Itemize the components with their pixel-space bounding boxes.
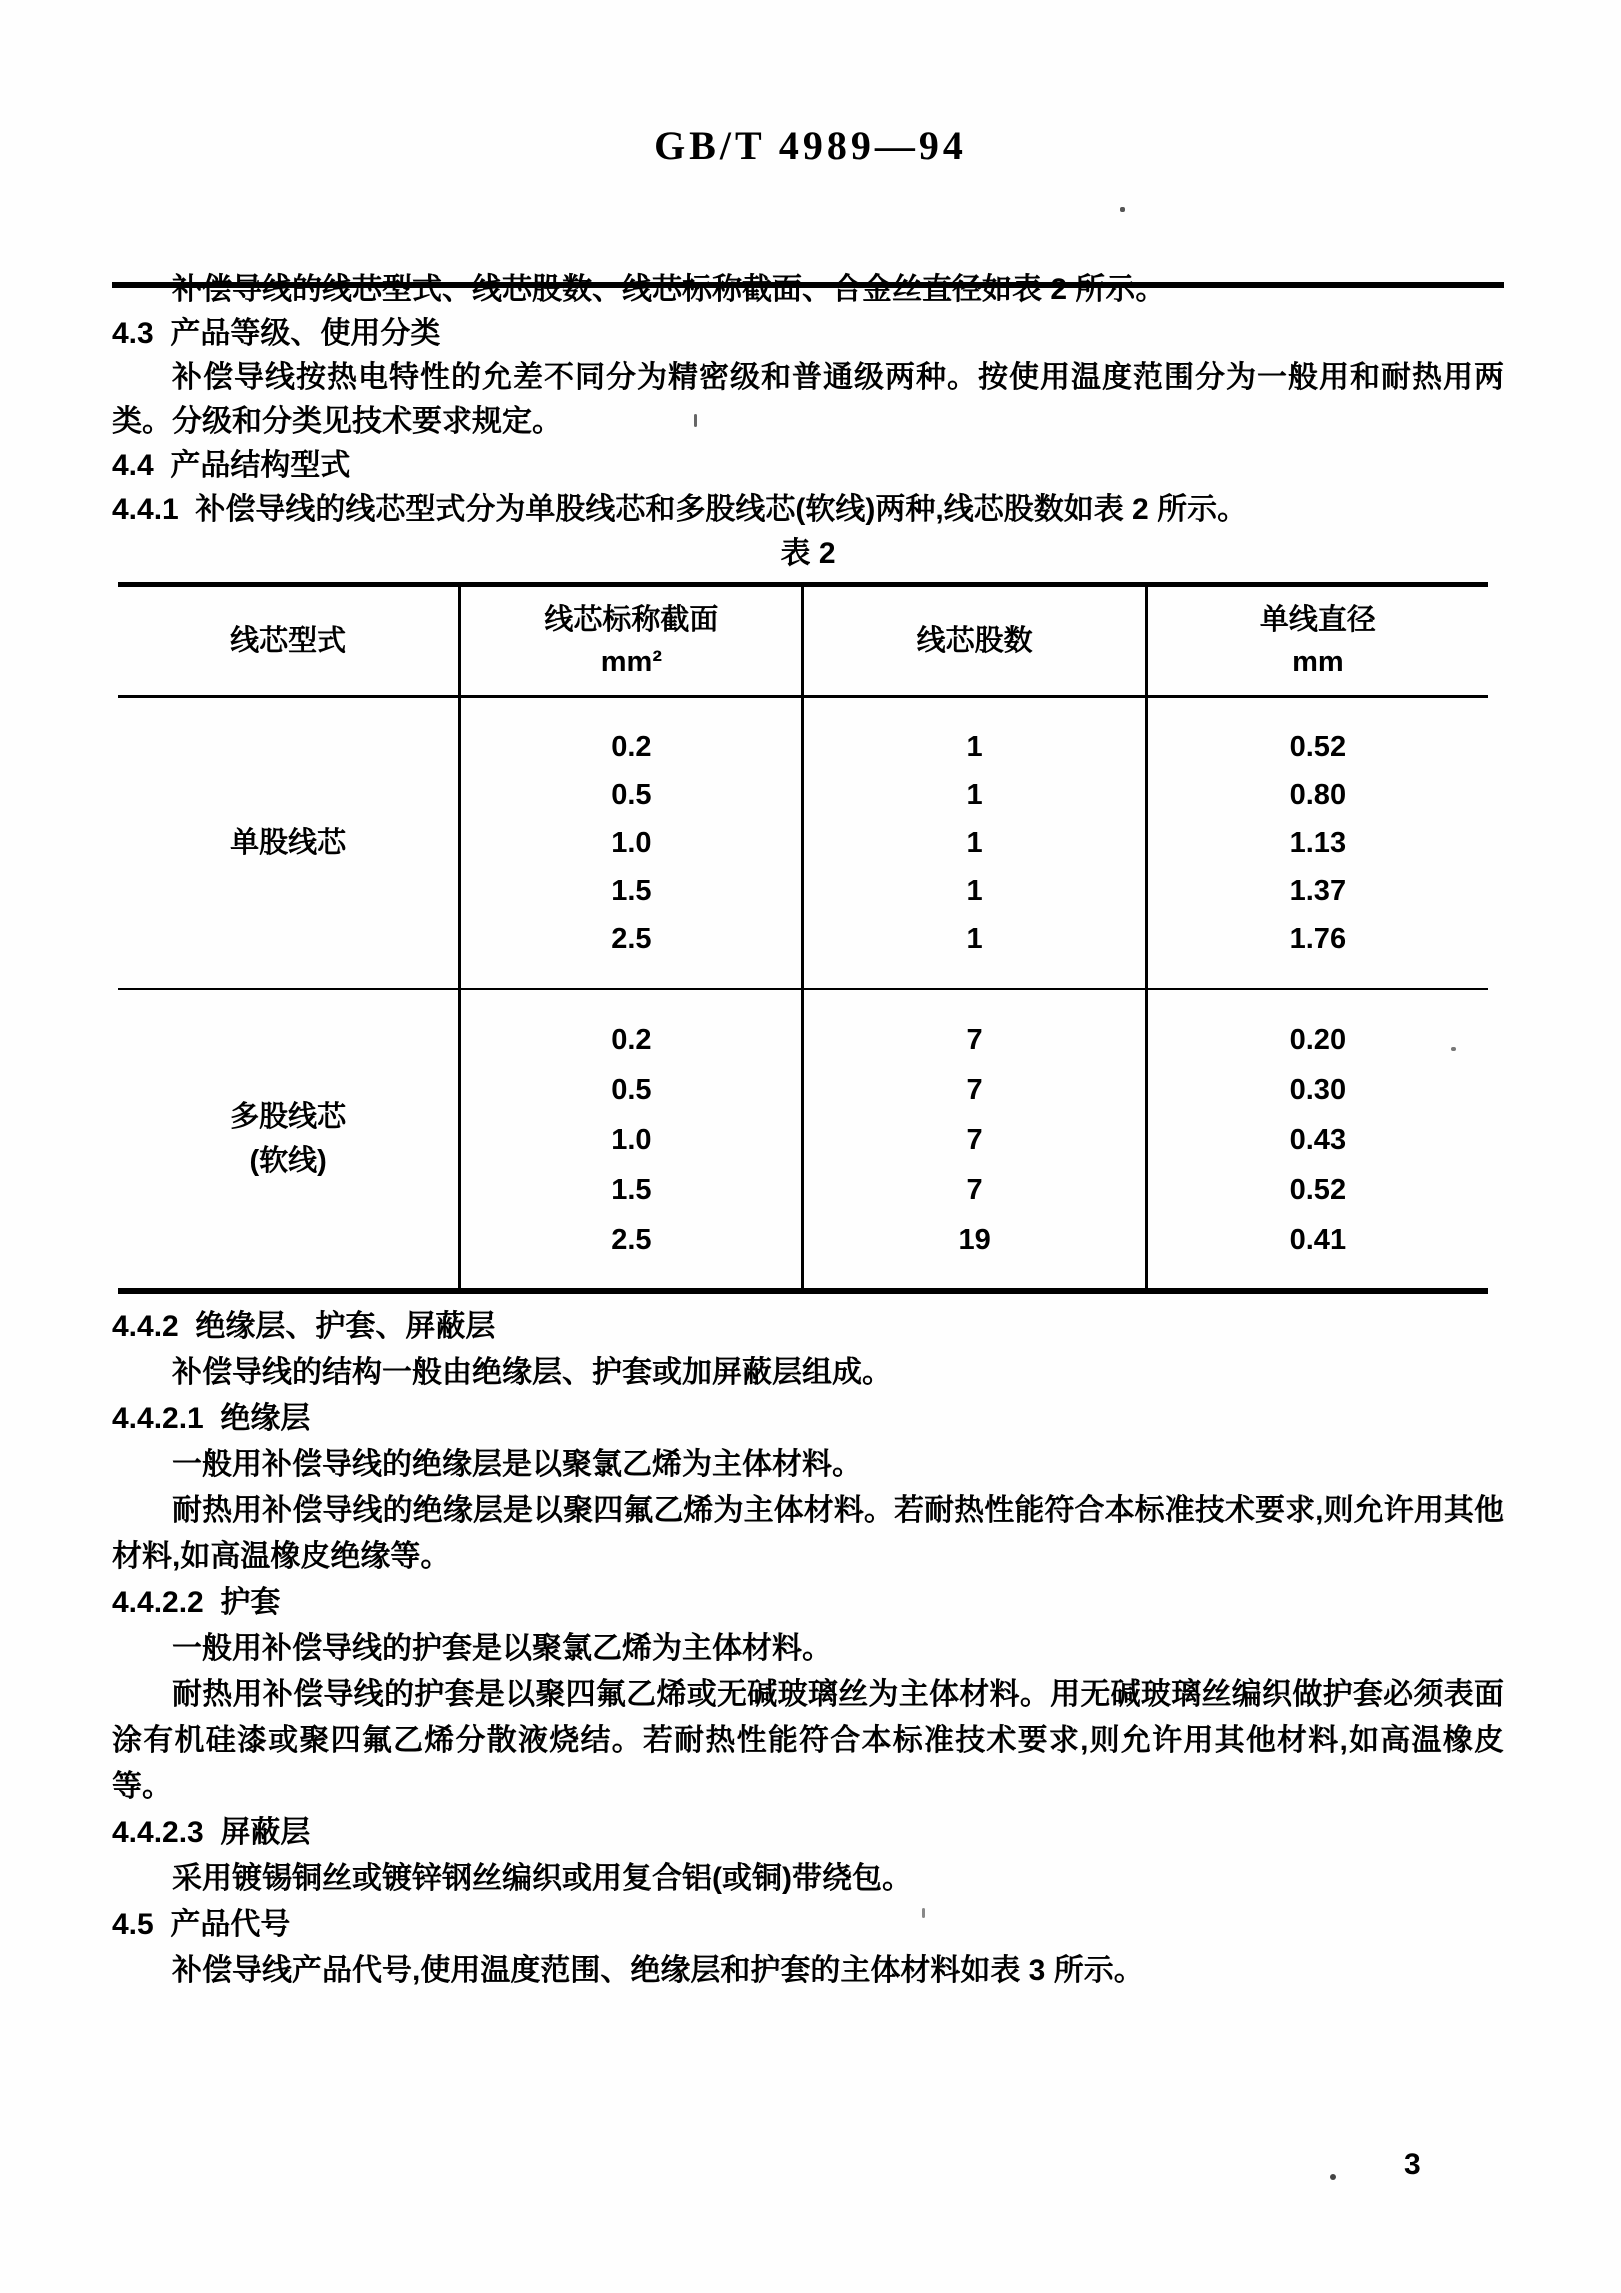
- table-cell: [1146, 963, 1488, 989]
- heading-4-4-2-2: 4.4.2.2 护套: [112, 1585, 281, 1619]
- table-cell: [460, 697, 803, 723]
- heading-4-4-1: 4.4.1 补偿导线的线芯型式分为单股线芯和多股线芯(软线)两种,线芯股数如表 2 所示。: [112, 493, 1248, 526]
- column-header-nominal-section: [460, 585, 803, 697]
- table-cell: 0.30: [1146, 1065, 1488, 1115]
- scan-artifact: [1330, 2174, 1336, 2180]
- paragraph-core-types: 补偿导线的线芯型式、线芯股数、线芯标称截面、合金丝直径如表 2 所示。: [172, 273, 1166, 306]
- table-cell: 2.5: [460, 915, 803, 963]
- table-cell: 0.80: [1146, 771, 1488, 819]
- table-cell: 7: [803, 1165, 1146, 1215]
- table-cell: 1: [803, 819, 1146, 867]
- table-cell: [1146, 989, 1488, 1015]
- table-cell: 1.0: [460, 1115, 803, 1165]
- table-cell: 0.2: [460, 1015, 803, 1065]
- table-cell: 0.5: [460, 771, 803, 819]
- table-cell: 0.2: [460, 723, 803, 771]
- table-cell: 1.76: [1146, 915, 1488, 963]
- table-row: [118, 697, 1488, 723]
- column-title: 单线直径: [1259, 604, 1376, 636]
- table-cell: 7: [803, 1115, 1146, 1165]
- scan-artifact: [694, 414, 697, 427]
- paragraph-sheath-general: 一般用补偿导线的护套是以聚氯乙烯为主体材料。: [172, 1631, 832, 1665]
- table-cell: 0.52: [1146, 723, 1488, 771]
- lower-sections: [112, 1304, 1504, 1994]
- column-title: 线芯标称截面: [544, 604, 719, 636]
- table-cell: 7: [803, 1065, 1146, 1115]
- column-unit: mm²: [600, 646, 662, 678]
- table-cell: 19: [803, 1215, 1146, 1265]
- table-cell: 1.5: [460, 1165, 803, 1215]
- table-cell: [1146, 1265, 1488, 1291]
- group-label-multi-strand: [118, 989, 460, 1291]
- paragraph-grades: 补偿导线按热电特性的允差不同分为精密级和普通级两种。按使用温度范围分为一般用和耐热用两类。分级和分类见技术要求规定。: [112, 361, 1504, 438]
- table-cell: 0.5: [460, 1065, 803, 1115]
- column-title: 线芯型式: [230, 625, 347, 657]
- page-number: 3: [1404, 2148, 1421, 2181]
- table-cell: [460, 963, 803, 989]
- heading-4-4-2-1: 4.4.2.1 绝缘层: [112, 1401, 311, 1435]
- table-cell: 1.0: [460, 819, 803, 867]
- table-cell: 1: [803, 867, 1146, 915]
- table-cell: [1146, 697, 1488, 723]
- table-cell: 0.41: [1146, 1215, 1488, 1265]
- group-label-line: 单股线芯: [230, 826, 347, 859]
- table-cell: 0.52: [1146, 1165, 1488, 1215]
- paragraph-insulation-general: 一般用补偿导线的绝缘层是以聚氯乙烯为主体材料。: [172, 1447, 862, 1481]
- table-cell: 1.13: [1146, 819, 1488, 867]
- paragraph-insulation-heat: 耐热用补偿导线的绝缘层是以聚四氟乙烯为主体材料。若耐热性能符合本标准技术要求,则允许用其他材料,如高温橡皮绝缘等。: [112, 1493, 1504, 1573]
- table-row: [118, 989, 1488, 1015]
- column-header-wire-diameter: [1146, 585, 1488, 697]
- table-cell: [460, 1265, 803, 1291]
- table-cell: [803, 963, 1146, 989]
- heading-4-4-2-3: 4.4.2.3 屏蔽层: [112, 1815, 311, 1849]
- page-body: [112, 268, 1504, 1994]
- paragraph-product-code: 补偿导线产品代号,使用温度范围、绝缘层和护套的主体材料如表 3 所示。: [172, 1953, 1144, 1987]
- paragraph-sheath-heat: 耐热用补偿导线的护套是以聚四氟乙烯或无碱玻璃丝为主体材料。用无碱玻璃丝编织做护套必须表面涂有机硅漆或聚四氟乙烯分散液烧结。若耐热性能符合本标准技术要求,则允许用其他材料,如高温橡皮等。: [112, 1677, 1504, 1803]
- column-header-strand-count: [803, 585, 1146, 697]
- heading-4-4: 4.4 产品结构型式: [112, 449, 351, 482]
- table-2-core-specs: [118, 582, 1488, 1294]
- table-cell: 1: [803, 915, 1146, 963]
- standard-code-heading: GB/T 4989—94: [654, 123, 967, 168]
- table-cell: 1: [803, 723, 1146, 771]
- table-cell: 2.5: [460, 1215, 803, 1265]
- heading-4-3: 4.3 产品等级、使用分类: [112, 317, 441, 350]
- table-cell: [803, 697, 1146, 723]
- table-cell: [803, 1265, 1146, 1291]
- table-cell: 7: [803, 1015, 1146, 1065]
- table-cell: [803, 989, 1146, 1015]
- heading-4-5: 4.5 产品代号: [112, 1907, 291, 1941]
- column-unit: mm: [1292, 646, 1344, 678]
- paragraph-structure: 补偿导线的结构一般由绝缘层、护套或加屏蔽层组成。: [172, 1355, 892, 1389]
- column-header-core-type: [118, 585, 460, 697]
- table-cell: 1: [803, 771, 1146, 819]
- group-label-single-strand: [118, 697, 460, 989]
- heading-4-4-2: 4.4.2 绝缘层、护套、屏蔽层: [112, 1309, 496, 1343]
- table-cell: 1.5: [460, 867, 803, 915]
- table-cell: 1.37: [1146, 867, 1488, 915]
- scan-artifact: [1120, 207, 1125, 212]
- table-cell: [460, 989, 803, 1015]
- table-header: [118, 585, 1488, 697]
- table-cell: 0.43: [1146, 1115, 1488, 1165]
- group-label-line: (软线): [249, 1144, 327, 1177]
- table-caption: 表 2: [780, 537, 836, 570]
- table-body: [118, 697, 1488, 1291]
- scan-artifact: [922, 1908, 925, 1918]
- table-cell: 0.20: [1146, 1015, 1488, 1065]
- column-title: 线芯股数: [916, 625, 1033, 657]
- scan-artifact: [1451, 1047, 1456, 1051]
- paragraph-shielding: 采用镀锡铜丝或镀锌钢丝编织或用复合铝(或铜)带绕包。: [172, 1861, 912, 1895]
- group-label-line: 多股线芯: [230, 1100, 347, 1133]
